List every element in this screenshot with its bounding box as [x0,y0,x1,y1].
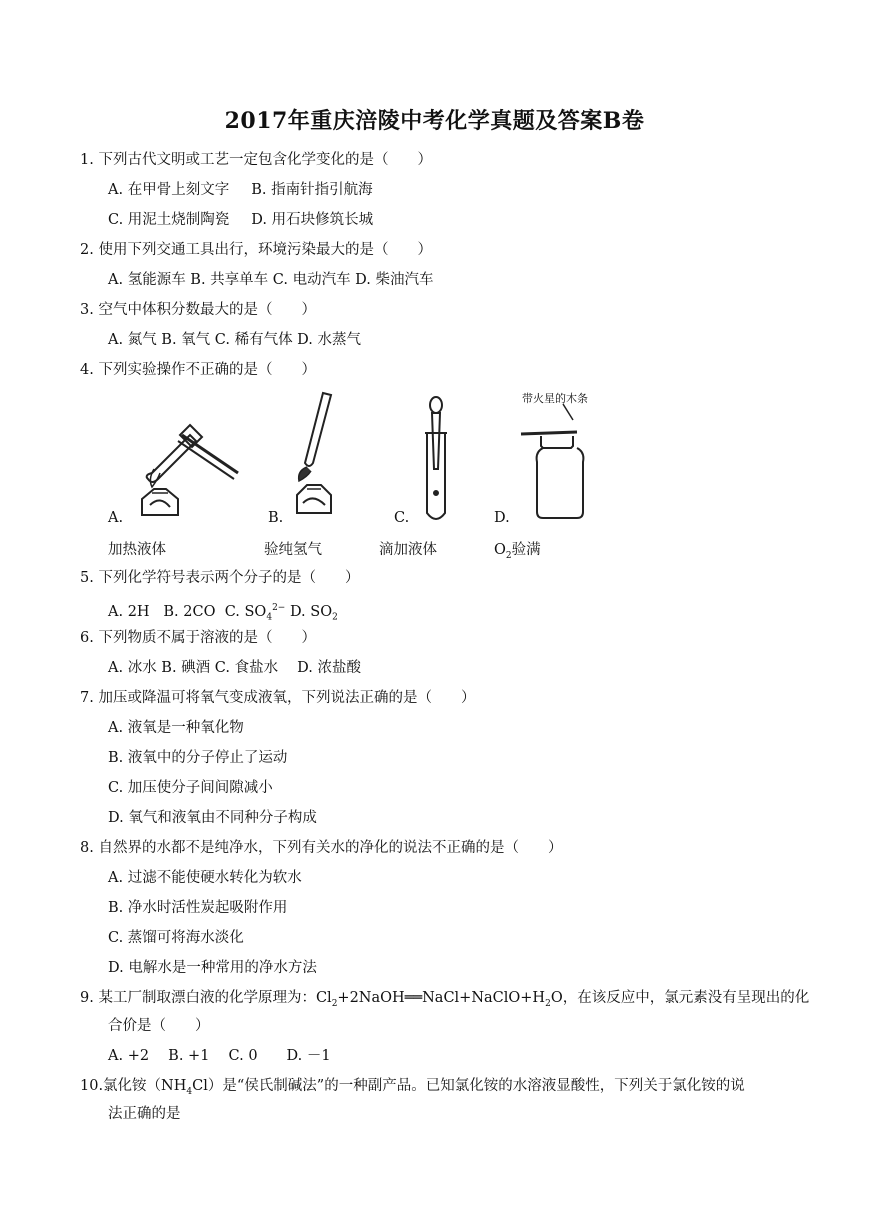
oxygen-test-figure [515,388,605,523]
question-10: 10.氯化铵$(NH_4Cl)$是“侯氏制碱法”的一种副产品。已知氯化铵的水溶液显酸性，下列关于氯化铵的说 [80,1078,745,1097]
q8-option-a: A. 过滤不能使硬水转化为软水 [108,870,302,886]
question-10-cont: 法正确的是 [108,1106,181,1122]
q6-options: A. 冰水 B. 碘酒 C. 食盐水 D. 浓盐酸 [108,660,362,676]
q1-option-b: B. 指南针指引航海 [251,182,373,198]
q7-option-a: A. 液氧是一种氧化物 [108,720,244,736]
question-9: 9. 某工厂制取漂白液的化学原理为：$Cl_2+2NaOH══NaCl+NaClO+H_2O$，在该反应中，氯元素没有呈现出的化 [80,990,810,1009]
figure-c-label: C. [394,510,410,526]
question-1: 1. 下列古代文明或工艺一定包含化学变化的是（ ） [80,152,432,168]
heating-liquid-figure [130,395,250,525]
hydrogen-test-figure [285,385,355,525]
question-9-cont: 合价是（ ） [108,1018,210,1034]
q1-option-d: D. 用石块修筑长城 [251,212,374,228]
caption-a: 加热液体 [108,542,166,558]
q8-option-b: B. 净水时活性炭起吸附作用 [108,900,288,916]
caption-d: $O_2$验满 [494,542,541,561]
question-7: 7. 加压或降温可将氧气变成液氧，下列说法正确的是（ ） [80,690,476,706]
question-8: 8. 自然界的水都不是纯净水，下列有关水的净化的说法不正确的是（ ） [80,840,563,856]
q7-option-c: C. 加压使分子间间隙减小 [108,780,273,796]
question-3: 3. 空气中体积分数最大的是（ ） [80,302,316,318]
q1-option-c: C. 用泥土烧制陶瓷 [108,212,230,228]
q1-option-a: A. 在甲骨上刻文字 [108,182,230,198]
caption-c: 滴加液体 [379,542,437,558]
q8-option-d: D. 电解水是一种常用的净水方法 [108,960,317,976]
caption-b: 验纯氢气 [264,542,322,558]
splint-note: 带火星的木条 [522,392,588,405]
dropper-figure [415,393,460,528]
page-title: 2017年重庆涪陵中考化学真题及答案B卷 [224,108,645,134]
question-5: 5. 下列化学符号表示两个分子的是（ ） [80,570,360,586]
question-2: 2. 使用下列交通工具出行，环境污染最大的是（ ） [80,242,432,258]
q1-options-row2 [108,210,373,230]
q5-options: A. 2H B. 2CO C. $SO_4^{2-}$ D. $SO_2$ [108,603,338,623]
figure-a-label: A. [108,510,124,526]
figure-d-label: D. [494,510,510,526]
q8-option-c: C. 蒸馏可将海水淡化 [108,930,244,946]
q2-options: A. 氢能源车 B. 共享单车 C. 电动汽车 D. 柴油汽车 [108,272,434,288]
question-6: 6. 下列物质不属于溶液的是（ ） [80,630,316,646]
q7-option-d: D. 氧气和液氧由不同种分子构成 [108,810,317,826]
figure-b-label: B. [268,510,284,526]
q1-options-row1 [108,180,373,200]
q9-options: A. +2 B. +1 C. 0 D. －1 [108,1048,331,1064]
question-4: 4. 下列实验操作不正确的是（ ） [80,362,316,378]
q7-option-b: B. 液氧中的分子停止了运动 [108,750,288,766]
q3-options: A. 氮气 B. 氧气 C. 稀有气体 D. 水蒸气 [108,332,362,348]
